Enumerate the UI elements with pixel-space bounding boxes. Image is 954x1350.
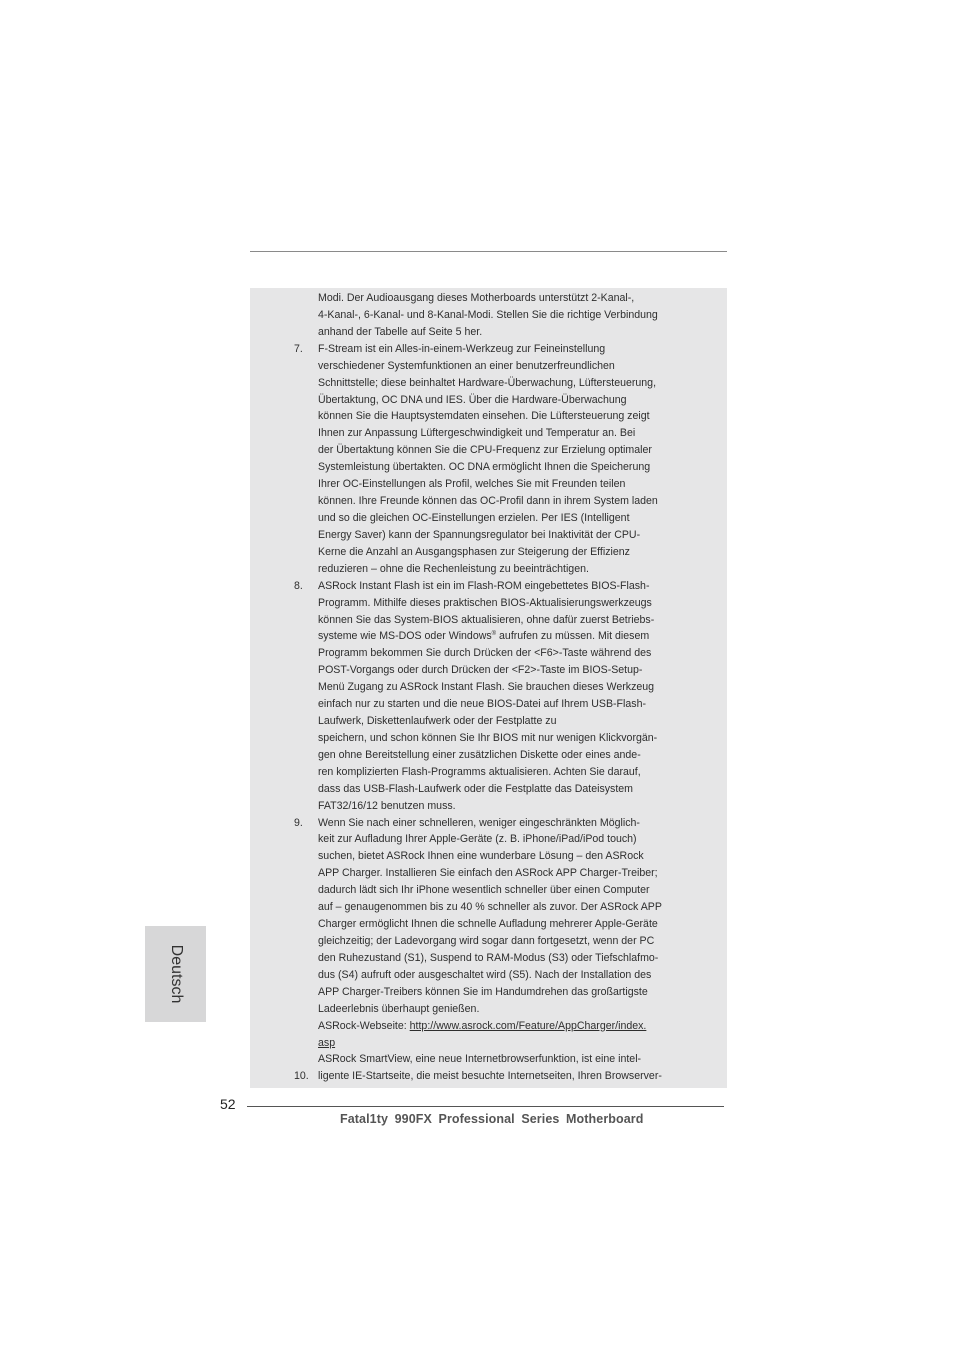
text-line-content: ASRock SmartView, eine neue Internetbrowserfunktion, ist eine intel- — [318, 1053, 642, 1066]
text-line — [318, 477, 625, 491]
text-line-content: Ladeerlebnis überhaupt genießen. — [318, 1002, 480, 1015]
language-tab — [145, 926, 206, 1022]
text-line-content: speichern, und schon können Sie Ihr BIOS mit nur wenigen Klickvorgän- — [318, 731, 658, 744]
text-line — [318, 291, 634, 305]
text-line-content: dus (S4) aufruft oder ausgeschaltet wird (S5). Nach der Installation des — [318, 968, 652, 981]
text-line-content: gen ohne Bereitstellung einer zusätzlichen Diskette oder eines ande- — [318, 748, 641, 761]
text-line — [318, 308, 658, 322]
text-line — [318, 663, 642, 677]
text-line-content: suchen, bietet ASRock Ihnen eine wunderbare Lösung – den ASRock — [318, 850, 644, 863]
text-line-content: Energy Saver) kann der Spannungsregulator bei Inaktivität der CPU- — [318, 528, 641, 541]
text-line-content: Charger ermöglicht Ihnen die schnelle Aufladung mehrerer Apple-Geräte — [318, 918, 658, 930]
text-line — [318, 1052, 641, 1066]
text-line-content: können. Ihre Freunde können das OC-Profil dann in ihrem System laden — [318, 495, 658, 507]
text-line-content: ASRock Instant Flash ist ein im Flash-ROM eingebettetes BIOS-Flash- — [318, 579, 650, 592]
text-line-content: 4-Kanal-, 6-Kanal- und 8-Kanal-Modi. Stellen Sie die richtige Verbindung — [318, 308, 658, 321]
text-line-content: Programm bekommen Sie durch Drücken der <F6>-Taste während des — [318, 647, 652, 660]
text-line — [318, 613, 654, 627]
text-line-content: können Sie das System-BIOS aktualisieren, ohne dafür zuerst Betriebs- — [318, 613, 655, 626]
text-line — [318, 359, 615, 373]
text-line-content: systeme wie MS-DOS oder Windows — [318, 630, 492, 643]
text-line-content: APP Charger-Treibers können Sie im Handumdrehen das großartigste — [318, 985, 648, 998]
text-line-content: auf – genaugenommen bis zu 40 % schneller als zuvor. Der ASRock APP — [318, 901, 662, 914]
text-line-content: reduzieren – ohne die Rechenleistung zu beeinträchtigen. — [318, 562, 589, 575]
text-line — [318, 325, 482, 339]
text-line-content: Programm. Mithilfe dieses praktischen BIOS-Aktualisierungswerkzeugs — [318, 596, 652, 609]
text-line-content: anhand der Tabelle auf Seite 5 her. — [318, 325, 483, 338]
page-number: 52 — [220, 1096, 236, 1112]
registered-mark: ® — [491, 631, 497, 638]
text-line-content: dadurch lädt sich Ihr iPhone wesentlich schneller über einen Computer — [318, 884, 650, 897]
text-line-content: Ihnen zur Anpassung Lüftergeschwindigkeit und Temperatur an. Bei — [318, 427, 636, 440]
text-line-content: der Übertaktung können Sie die CPU-Frequenz zur Erzielung optimaler — [318, 444, 652, 457]
text-line-content: Kerne die Anzahl an Ausgangsphasen zur Steigerung der Effizienz — [318, 545, 630, 558]
text-line — [318, 579, 649, 593]
text-line — [318, 934, 654, 948]
text-line-content: FAT32/16/12 benutzen muss. — [318, 799, 456, 812]
list-item-number: 9. — [294, 816, 303, 829]
text-line — [318, 460, 650, 474]
text-line-content: den Ruhezustand (S1), Suspend to RAM-Modus (S3) oder Tiefschlafmo- — [318, 951, 659, 964]
text-line — [318, 832, 637, 846]
website-link[interactable]: http://www.asrock.com/Feature/AppCharger/index. — [409, 1019, 647, 1032]
text-line-content: Schnittstelle; diese beinhaltet Hardware-Überwachung, Lüftersteuerung, — [318, 376, 657, 389]
text-line-content: keit zur Aufladung Ihrer Apple-Geräte (z. B. iPhone/iPad/iPod touch) — [318, 833, 637, 846]
text-line — [318, 697, 646, 711]
text-line-content: Menü Zugang zu ASRock Instant Flash. Sie brauchen dieses Werkzeug — [318, 681, 655, 694]
text-line — [318, 646, 651, 660]
text-line-content: Wenn Sie nach einer schnelleren, weniger eingeschränkten Möglich- — [318, 816, 640, 829]
text-line-content: POST-Vorgangs oder durch Drücken der <F2>-Taste im BIOS-Setup- — [318, 664, 643, 677]
language-tab-label: Deutsch — [167, 944, 185, 1004]
list-item-number: 7. — [294, 342, 303, 355]
text-line — [318, 900, 662, 914]
text-line — [318, 1002, 479, 1016]
text-line — [318, 782, 633, 796]
text-line-content: und so die gleichen OC-Einstellungen erzielen. Per IES (Intelligent — [318, 512, 630, 524]
text-line — [318, 528, 640, 542]
text-line-content: APP Charger. Installieren Sie einfach den ASRock APP Charger-Treiber; — [318, 867, 658, 880]
text-line — [318, 799, 456, 813]
text-line — [318, 393, 627, 407]
text-line-content: F-Stream ist ein Alles-in-einem-Werkzeug zur Feineinstellung — [318, 342, 606, 355]
text-line-tail: aufrufen zu müssen. Mit diesem — [496, 630, 650, 643]
text-line — [318, 883, 650, 897]
list-item-number: 10. — [294, 1070, 309, 1083]
text-line — [318, 731, 657, 745]
text-line — [318, 562, 589, 576]
text-line — [318, 985, 648, 999]
text-line — [318, 629, 649, 643]
top-rule — [250, 251, 727, 252]
text-line — [318, 545, 630, 559]
text-line — [318, 1019, 646, 1033]
text-line-content: verschiedener Systemfunktionen an einer benutzerfreundlichen — [318, 359, 615, 372]
text-line — [318, 917, 658, 931]
text-line — [318, 443, 652, 457]
bottom-rule — [247, 1106, 724, 1107]
text-line — [318, 511, 630, 525]
text-line-content: Übertaktung, OC DNA und IES. Über die Hardware-Überwachung — [318, 393, 627, 406]
text-line-content: Ihrer OC-Einstellungen als Profil, welches Sie mit Freunden teilen — [318, 478, 626, 491]
text-line — [318, 748, 641, 762]
text-line-content: einfach nur zu starten und die neue BIOS-Datei auf Ihrem USB-Flash- — [318, 698, 646, 711]
list-item-number: 8. — [294, 579, 303, 592]
text-line-content: ligente IE-Startseite, die meist besuchte Internetseiten, Ihren Browserver- — [318, 1070, 662, 1083]
text-line — [318, 596, 652, 610]
text-line — [318, 376, 656, 390]
website-link-continued[interactable]: asp — [318, 1036, 336, 1049]
footer-title: Fatal1ty 990FX Professional Series Motherboard — [340, 1112, 644, 1126]
text-line-content: können Sie die Hauptsystemdaten einsehen. Die Lüftersteuerung zeigt — [318, 410, 650, 423]
text-line-content: ASRock-Webseite: — [318, 1019, 410, 1032]
text-line — [318, 765, 641, 779]
text-line — [318, 1069, 662, 1083]
text-line — [318, 409, 650, 423]
text-line-content: Modi. Der Audioausgang dieses Motherboards unterstützt 2-Kanal-, — [318, 292, 635, 304]
text-line — [318, 426, 635, 440]
text-line — [318, 1036, 335, 1050]
text-line — [318, 680, 654, 694]
text-line — [318, 494, 658, 508]
text-line-content: ren komplizierten Flash-Programms aktualisieren. Achten Sie darauf, — [318, 765, 641, 778]
text-line — [318, 342, 605, 356]
text-line — [318, 816, 640, 830]
text-line-content: dass das USB-Flash-Laufwerk oder die Festplatte das Dateisystem — [318, 782, 634, 795]
text-line-content: Systemleistung übertakten. OC DNA ermöglicht Ihnen die Speicherung — [318, 461, 651, 474]
text-line — [318, 951, 658, 965]
text-line — [318, 866, 658, 880]
text-line-content: Laufwerk, Diskettenlaufwerk oder der Festplatte zu — [318, 715, 557, 727]
text-line — [318, 968, 651, 982]
text-line-content: gleichzeitig; der Ladevorgang wird sogar dann fortgesetzt, wenn der PC — [318, 935, 655, 947]
text-line — [318, 714, 556, 728]
text-line — [318, 849, 644, 863]
